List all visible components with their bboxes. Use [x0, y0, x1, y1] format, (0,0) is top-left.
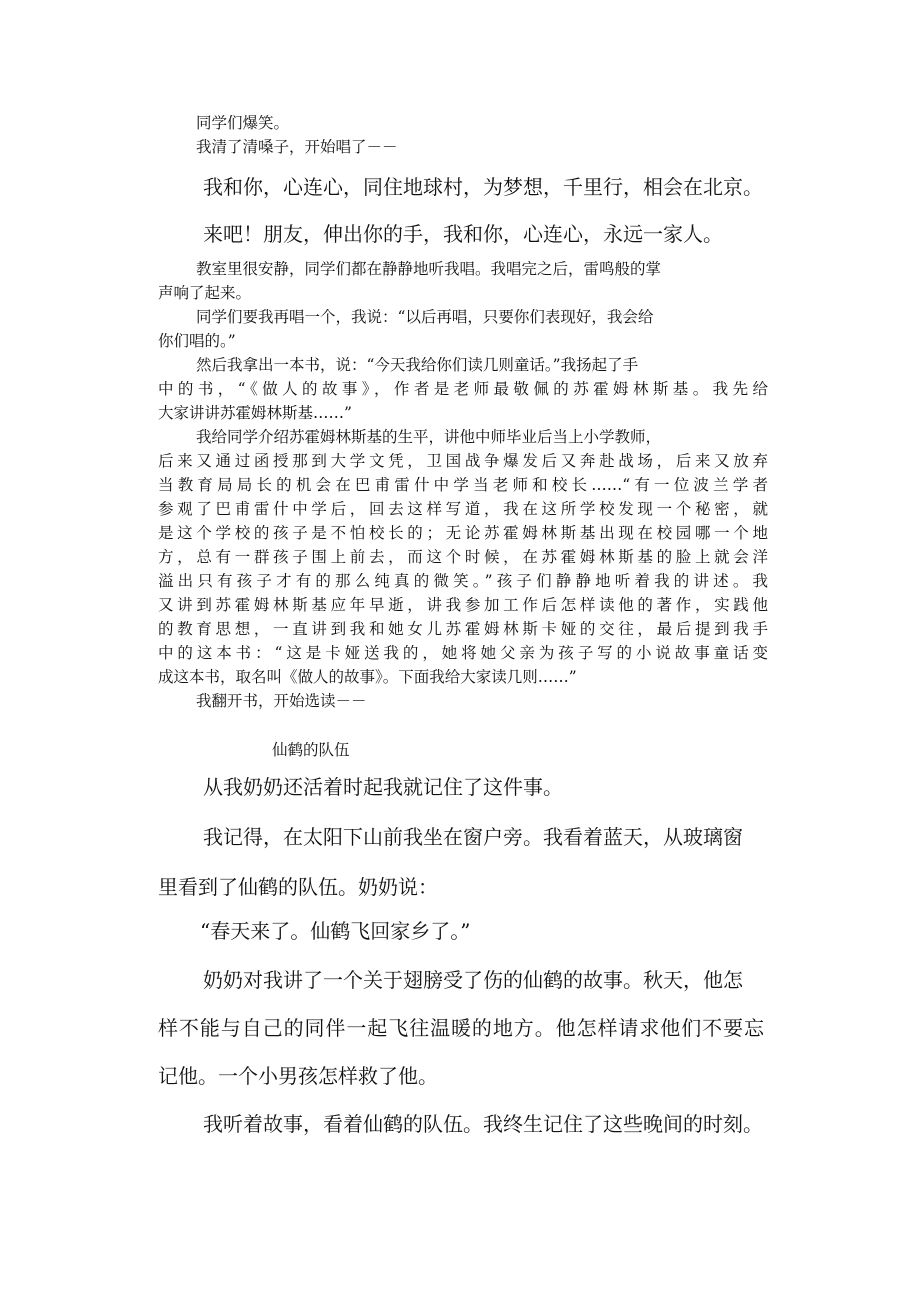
text-line: 溢出只有孩子才有的那么纯真的微笑。”孩子们静静地听着我的讲述。我 — [158, 572, 768, 590]
song-lyric-line: 我和你，心连心，同住地球村，为梦想，千里行，相会在北京。 — [203, 175, 763, 199]
text-line: 我翻开书，开始选读－－ — [196, 692, 367, 710]
song-lyric-line: 来吧！朋友，伸出你的手，我和你，心连心，永远一家人。 — [203, 222, 723, 246]
text-line: 参观了巴甫雷什中学后，回去这样写道，我在这所学校发现一个秘密，就 — [158, 500, 768, 518]
text-line: 你们唱的。” — [158, 332, 236, 350]
story-line: 我听着故事，看着仙鹤的队伍。我终生记住了这些晚间的时刻。 — [203, 1112, 763, 1136]
text-line: 教室里很安静，同学们都在静静地听我唱。我唱完之后，雷鸣般的掌 — [196, 260, 662, 278]
text-line: 成这本书，取名叫《做人的故事》。下面我给大家读几则……” — [158, 668, 577, 686]
text-line: 是这个学校的孩子是不怕校长的；无论苏霍姆林斯基出现在校园哪一个地 — [158, 524, 768, 542]
story-line: “春天来了。仙鹤飞回家乡了。” — [200, 919, 471, 943]
story-line: 从我奶奶还活着时起我就记住了这件事。 — [203, 775, 563, 799]
story-line: 里看到了仙鹤的队伍。奶奶说： — [158, 875, 438, 899]
text-line: 当教育局局长的机会在巴甫雷什中学当老师和校长……“有一位波兰学者 — [158, 476, 768, 494]
text-line: 后来又通过函授那到大学文凭，卫国战争爆发后又奔赴战场，后来又放弃 — [158, 452, 768, 470]
text-line: 中的书，“《做人的故事》，作者是老师最敬佩的苏霍姆林斯基。我先给 — [158, 380, 768, 398]
text-line: 同学们爆笑。 — [196, 114, 290, 132]
story-title: 仙鹤的队伍 — [272, 741, 350, 759]
story-line: 我记得，在太阳下山前我坐在窗户旁。我看着蓝天，从玻璃窗 — [203, 825, 743, 849]
text-line: 我清了清嗓子，开始唱了－－ — [196, 138, 398, 156]
text-line: 然后我拿出一本书，说：“今天我给你们读几则童话。”我扬起了手 — [196, 356, 639, 374]
text-line: 又讲到苏霍姆林斯基应年早逝，讲我参加工作后怎样读他的著作，实践他 — [158, 596, 768, 614]
text-line: 方，总有一群孩子围上前去，而这个时候，在苏霍姆林斯基的脸上就会洋 — [158, 548, 768, 566]
story-line: 样不能与自己的同伴一起飞往温暖的地方。他怎样请求他们不要忘 — [158, 1016, 764, 1040]
text-line: 中的这本书：“这是卡娅送我的，她将她父亲为孩子写的小说故事童话变 — [158, 644, 768, 662]
text-line: 我给同学介绍苏霍姆林斯基的生平，讲他中师毕业后当上小学教师， — [196, 428, 662, 446]
text-line: 大家讲讲苏霍姆林斯基……” — [158, 404, 352, 422]
text-line: 的教育思想，一直讲到我和她女儿苏霍姆林斯卡娅的交往，最后提到我手 — [158, 620, 768, 638]
story-line: 记他。一个小男孩怎样救了他。 — [158, 1064, 438, 1088]
story-line: 奶奶对我讲了一个关于翅膀受了伤的仙鹤的故事。秋天，他怎 — [203, 968, 743, 992]
text-line: 声响了起来。 — [158, 284, 252, 302]
text-line: 同学们要我再唱一个，我说：“以后再唱，只要你们表现好，我会给 — [196, 308, 654, 326]
